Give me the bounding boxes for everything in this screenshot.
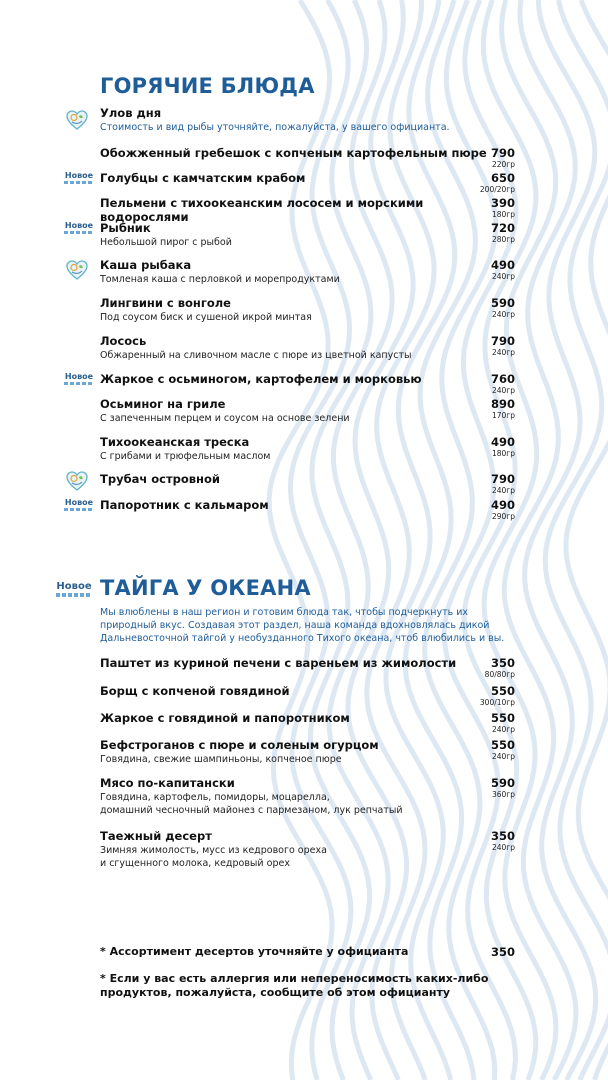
- item-price: 350: [490, 829, 515, 843]
- item-price-block: [491, 829, 515, 852]
- item-price-block: [491, 372, 515, 395]
- footnote-desserts: * Ассортимент десертов уточняйте у официанта: [100, 945, 409, 958]
- menu-item: [100, 296, 515, 324]
- item-price-block: [491, 435, 515, 458]
- item-weight: 300/10гр: [479, 698, 515, 707]
- menu-item: [100, 738, 515, 766]
- item-weight: 200/20гр: [479, 185, 515, 194]
- menu-item: [100, 498, 515, 512]
- item-price: 350: [490, 656, 515, 670]
- menu-item: [100, 258, 515, 286]
- footnote-line: * Если у вас есть аллергия или непереносимость каких-либо: [100, 972, 489, 985]
- item-price: 790: [490, 334, 515, 348]
- item-price-block: [480, 684, 515, 707]
- new-badge: Новое: [64, 372, 94, 385]
- item-name: Борщ с копченой говядиной: [100, 684, 290, 698]
- item-name: Бефстроганов с пюре и соленым огурцом: [100, 738, 379, 752]
- item-description: Зимняя жимолость, мусс из кедрового ореха: [100, 845, 327, 856]
- footnote-line: продуктов, пожалуйста, сообщите об этом официанту: [100, 986, 451, 999]
- item-description: Небольшой пирог с рыбой: [100, 237, 232, 248]
- menu-item: [100, 656, 515, 670]
- item-weight: 360гр: [491, 790, 515, 799]
- item-weight: 240гр: [491, 272, 515, 281]
- menu-item: [100, 435, 515, 463]
- menu-item: [100, 472, 515, 486]
- intro-line: природный вкус. Создавая этот раздел, наша команда вдохновлялась дикой: [100, 620, 490, 631]
- item-price-block: [491, 498, 515, 521]
- item-weight: 240гр: [491, 310, 515, 319]
- menu-item: [100, 829, 515, 870]
- item-price-block: [491, 221, 515, 244]
- item-price: 760: [490, 372, 515, 386]
- new-badge: Новое: [56, 581, 92, 597]
- menu-item: [100, 196, 515, 224]
- item-weight: 240гр: [491, 386, 515, 395]
- section-intro: [100, 606, 510, 645]
- item-price-block: [491, 472, 515, 495]
- item-description: Говядина, картофель, помидоры, моцарелла,: [100, 792, 330, 803]
- item-weight: 170гр: [491, 411, 515, 420]
- section-title-hot-dishes: ГОРЯЧИЕ БЛЮДА: [100, 74, 315, 98]
- item-price-block: [491, 296, 515, 319]
- footnote-price: 350: [490, 945, 515, 959]
- item-price: 550: [490, 684, 515, 698]
- item-weight: 290гр: [491, 512, 515, 521]
- item-price: 590: [490, 296, 515, 310]
- item-price: 650: [490, 171, 515, 185]
- item-weight: 240гр: [491, 843, 515, 852]
- item-price: 550: [490, 738, 515, 752]
- item-price: 550: [490, 711, 515, 725]
- item-price-block: [491, 258, 515, 281]
- item-name: Обожженный гребешок с копченым картофельным пюре: [100, 146, 487, 160]
- item-price: 790: [490, 146, 515, 160]
- intro-line: Дальневосточной тайгой у необузданного Тихого океана, чтоб влюбились и вы.: [100, 633, 505, 644]
- item-weight: 240гр: [491, 486, 515, 495]
- item-weight: 240гр: [491, 725, 515, 734]
- new-badge: Новое: [64, 221, 94, 234]
- item-name: Паштет из куриной печени с вареньем из жимолости: [100, 656, 457, 670]
- section-title-taiga: ТАЙГА У ОКЕАНА: [100, 576, 311, 600]
- item-name: Мясо по-капитански: [100, 776, 235, 790]
- item-price: 890: [490, 397, 515, 411]
- menu-item: [100, 171, 515, 185]
- item-price-block: [491, 738, 515, 761]
- item-price: 590: [490, 776, 515, 790]
- menu-item: [100, 221, 515, 249]
- item-price-block: [491, 334, 515, 357]
- item-name: Осьминог на гриле: [100, 397, 226, 411]
- item-price: 490: [490, 435, 515, 449]
- item-price: 490: [490, 498, 515, 512]
- item-weight: 280гр: [491, 235, 515, 244]
- menu-item: [100, 372, 515, 386]
- item-price-block: [491, 196, 515, 219]
- item-name: Тихоокеанская треска: [100, 435, 250, 449]
- menu-item: [100, 776, 515, 817]
- footnote-price-block: [491, 945, 515, 959]
- item-price: 490: [490, 258, 515, 272]
- item-name: Каша рыбака: [100, 258, 192, 272]
- item-price-block: [480, 171, 515, 194]
- item-description: С грибами и трюфельным маслом: [100, 451, 271, 462]
- eco-heart-icon: [65, 258, 89, 282]
- item-description-line2: и сгущенного молока, кедровый орех: [100, 858, 290, 869]
- item-name: Папоротник с кальмаром: [100, 498, 269, 512]
- item-weight: 220гр: [491, 160, 515, 169]
- menu-item: [100, 106, 515, 134]
- menu-item: [100, 146, 515, 160]
- item-description: С запеченным перцем и соусом на основе зелени: [100, 413, 350, 424]
- menu-item: [100, 397, 515, 425]
- item-name: Лосось: [100, 334, 147, 348]
- new-badge: Новое: [64, 498, 94, 511]
- item-name: Лингвини с вонголе: [100, 296, 231, 310]
- item-description: Стоимость и вид рыбы уточняйте, пожалуйста, у вашего официанта.: [100, 122, 450, 133]
- item-name: Голубцы с камчатским крабом: [100, 171, 306, 185]
- item-description: Обжаренный на сливочном масле с пюре из цветной капусты: [100, 350, 412, 361]
- item-name: Трубач островной: [100, 472, 220, 486]
- item-name: Жаркое с осьминогом, картофелем и морковью: [100, 372, 422, 386]
- item-description: Под соусом биск и сушеной икрой минтая: [100, 312, 312, 323]
- new-badge: Новое: [64, 171, 94, 184]
- item-description: Томленая каша с перловкой и морепродуктами: [100, 274, 340, 285]
- item-weight: 80/80гр: [484, 670, 515, 679]
- intro-line: Мы влюблены в наш регион и готовим блюда так, чтобы подчеркнуть их: [100, 607, 469, 618]
- item-price: 790: [490, 472, 515, 486]
- menu-item: [100, 711, 515, 725]
- item-name: Таежный десерт: [100, 829, 212, 843]
- footnote-allergy: [100, 972, 520, 1000]
- item-description: Говядина, свежие шампиньоны, копченое пюре: [100, 754, 342, 765]
- eco-heart-icon: [65, 469, 89, 493]
- item-name: Рыбник: [100, 221, 151, 235]
- item-price: 720: [490, 221, 515, 235]
- item-price-block: [491, 776, 515, 799]
- item-name: Улов дня: [100, 106, 162, 120]
- item-weight: 180гр: [491, 210, 515, 219]
- item-price-block: [491, 711, 515, 734]
- item-description-line2: домашний чесночный майонез с пармезаном, лук репчатый: [100, 805, 403, 816]
- item-name: Жаркое с говядиной и папоротником: [100, 711, 350, 725]
- item-weight: 240гр: [491, 348, 515, 357]
- item-price: 390: [490, 196, 515, 210]
- item-weight: 180гр: [491, 449, 515, 458]
- item-price-block: [485, 656, 515, 679]
- item-name: Пельмени с тихоокеанским лососем и морскими водорослями: [100, 196, 424, 224]
- eco-heart-icon: [65, 108, 89, 132]
- menu-item: [100, 684, 515, 698]
- menu-item: [100, 334, 515, 362]
- item-price-block: [491, 397, 515, 420]
- item-price-block: [491, 146, 515, 169]
- item-weight: 240гр: [491, 752, 515, 761]
